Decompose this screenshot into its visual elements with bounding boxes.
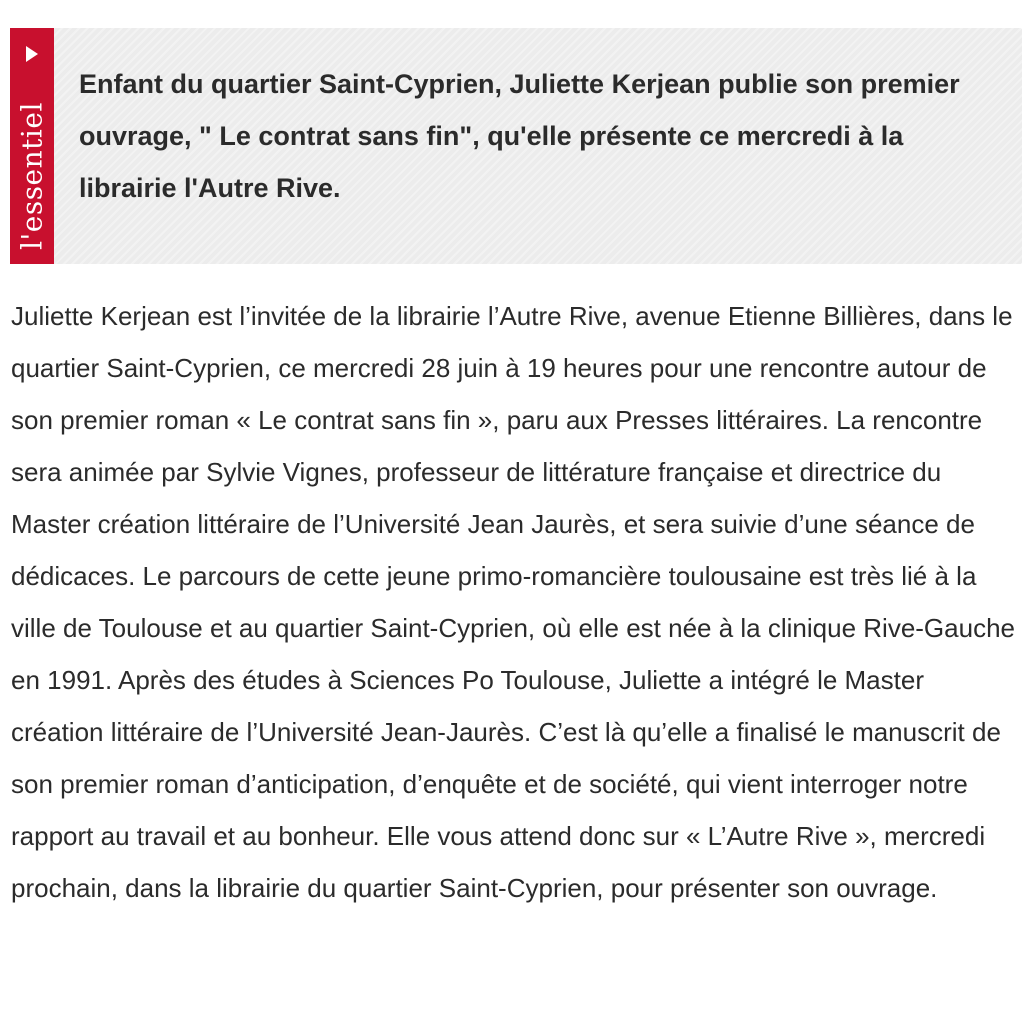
- article-body: Juliette Kerjean est l’invitée de la librairie l’Autre Rive, avenue Etienne Billières, dans le quartier Saint-Cyprien, ce mercredi 28 juin à 19 heures pour une rencontre autour de son premier roman « Le contrat sans fin », paru aux Presses littéraires. La rencontre sera animée par Sylvie Vignes, professeur de littérature française et directrice du Master création littéraire de l’Université Jean Jaurès, et sera suivie d’une séance de dédicaces. Le parcours de cette jeune primo-romancière toulousaine est très lié à la ville de Toulouse et au quartier Saint-Cyprien, où elle est née à la clinique Rive-Gauche en 1991. Après des études à Sciences Po Toulouse, Juliette a intégré le Master création littéraire de l’Université Jean-Jaurès. C’est là qu’elle a finalisé le manuscrit de son premier roman d’anticipation, d’enquête et de société, qui vient interroger notre rapport au travail et au bonheur. Elle vous attend donc sur « L’Autre Rive », mercredi prochain, dans la librairie du quartier Saint-Cyprien, pour présenter son ouvrage.: [11, 301, 1015, 903]
- essentiel-box: [10, 28, 1022, 264]
- play-arrow-icon: [26, 46, 38, 62]
- essentiel-tab: [10, 28, 54, 264]
- essentiel-summary: Enfant du quartier Saint-Cyprien, Juliette Kerjean publie son premier ouvrage, " Le contrat sans fin", qu'elle présente ce mercredi à la librairie l'Autre Rive.: [79, 69, 960, 203]
- essentiel-label: l'essentiel: [15, 102, 49, 250]
